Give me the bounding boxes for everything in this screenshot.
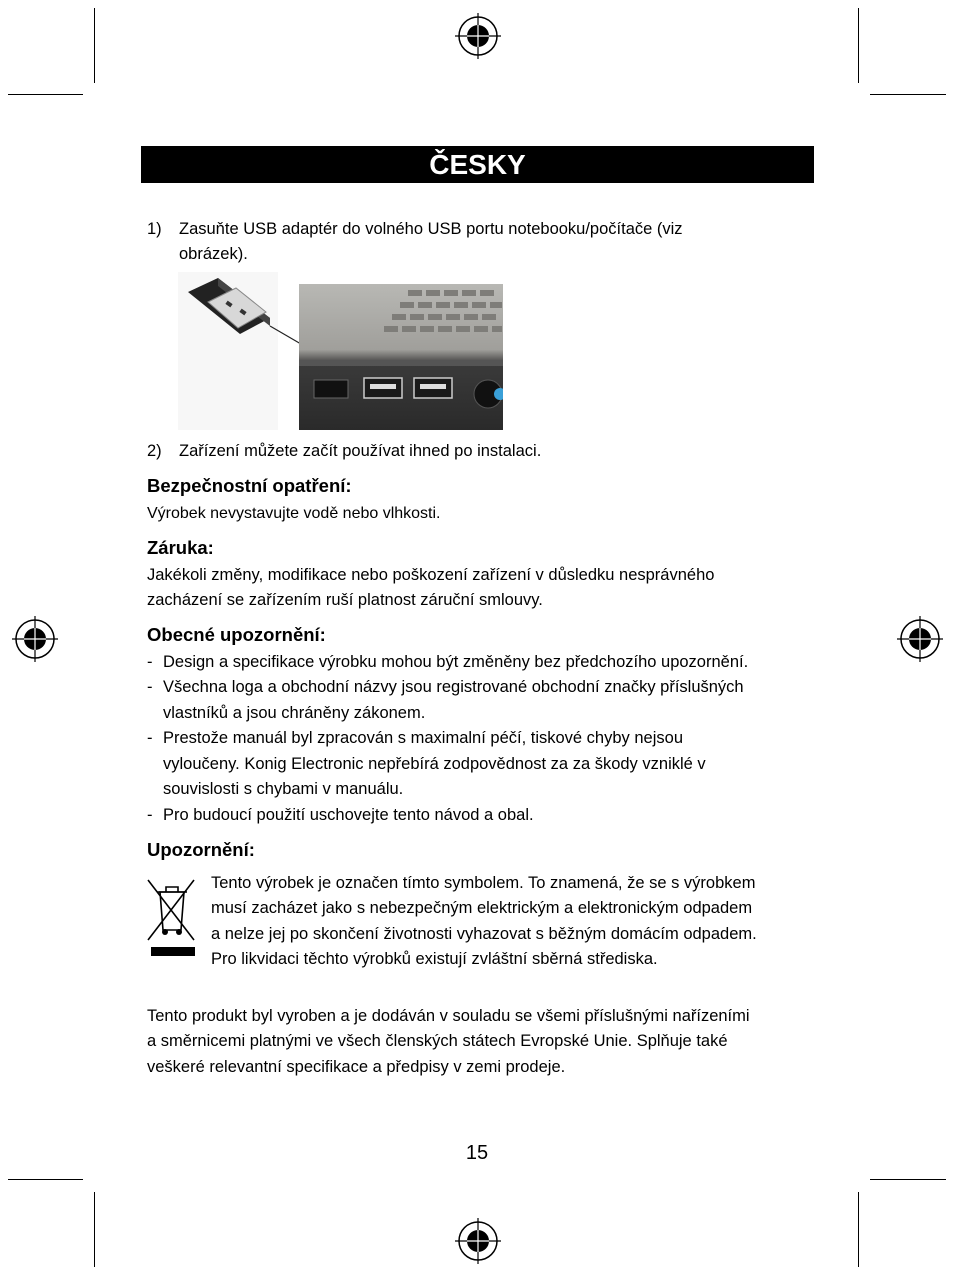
section-heading-warranty: Záruka: (147, 537, 214, 558)
registration-mark-icon (455, 13, 501, 59)
crop-mark (870, 1179, 946, 1180)
list-item: Všechna loga a obchodní názvy jsou registrované obchodní značky příslušných (163, 678, 744, 696)
list-item: Pro budoucí použití uschovejte tento návod a obal. (163, 806, 534, 824)
bullet-marker: - (147, 653, 153, 671)
compliance-text: a směrnicemi platnými ve všech členských státech Evropské Unie. Splňuje také (147, 1032, 728, 1050)
crop-mark (8, 1179, 83, 1180)
compliance-text: Tento produkt byl vyroben a je dodáván v souladu se všemi příslušnými nařízeními (147, 1007, 750, 1025)
page-title: ČESKY (141, 146, 814, 183)
list-item: vlastníků a jsou chráněny zákonem. (163, 704, 426, 722)
bullet-marker: - (147, 806, 153, 824)
warranty-text: Jakékoli změny, modifikace nebo poškození zařízení v důsledku nesprávného (147, 566, 715, 584)
registration-mark-icon (897, 616, 943, 662)
crop-mark (94, 8, 95, 83)
list-item: vyloučeny. Konig Electronic nepřebírá zodpovědnost za za škody vzniklé v (163, 755, 706, 773)
section-heading-safety: Bezpečnostní opatření: (147, 475, 352, 496)
notice-text: Pro likvidaci těchto výrobků existují zvláštní sběrná střediska. (211, 950, 658, 968)
step-text: obrázek). (179, 245, 248, 263)
bullet-marker: - (147, 729, 153, 747)
section-heading-notice: Upozornění: (147, 839, 255, 860)
section-heading-general: Obecné upozornění: (147, 624, 326, 645)
weee-crossed-bin-icon (146, 876, 198, 958)
compliance-text: veškeré relevantní specifikace a předpisy v zemi prodeje. (147, 1058, 566, 1076)
bullet-marker: - (147, 678, 153, 696)
step-text: Zařízení můžete začít používat ihned po instalaci. (179, 442, 542, 460)
registration-mark-icon (455, 1218, 501, 1264)
notice-text: Tento výrobek je označen tímto symbolem. To znamená, že se s výrobkem (211, 874, 756, 892)
crop-mark (94, 1192, 95, 1267)
list-item: souvislosti s chybami v manuálu. (163, 780, 404, 798)
crop-mark (858, 1192, 859, 1267)
list-item: Design a specifikace výrobku mohou být změněny bez předchozího upozornění. (163, 653, 749, 671)
safety-text: Výrobek nevystavujte vodě nebo vlhkosti. (147, 505, 441, 522)
step-text: Zasuňte USB adaptér do volného USB portu notebooku/počítače (viz (179, 220, 683, 238)
step-number: 1) (147, 220, 162, 238)
notice-text: musí zacházet jako s nebezpečným elektrickým a elektronickým odpadem (211, 899, 753, 917)
crop-mark (8, 94, 83, 95)
crop-mark (870, 94, 946, 95)
list-item: Prestože manuál byl zpracován s maximalní péčí, tiskové chyby nejsou (163, 729, 683, 747)
page-number: 15 (465, 1142, 489, 1164)
crop-mark (858, 8, 859, 83)
step-number: 2) (147, 442, 162, 460)
notice-text: a nelze jej po skončení životnosti vyhazovat s běžným domácím odpadem. (211, 925, 757, 943)
warranty-text: zacházení se zařízením ruší platnost záruční smlouvy. (147, 591, 543, 609)
registration-mark-icon (12, 616, 58, 662)
usb-installation-illustration (178, 272, 503, 430)
